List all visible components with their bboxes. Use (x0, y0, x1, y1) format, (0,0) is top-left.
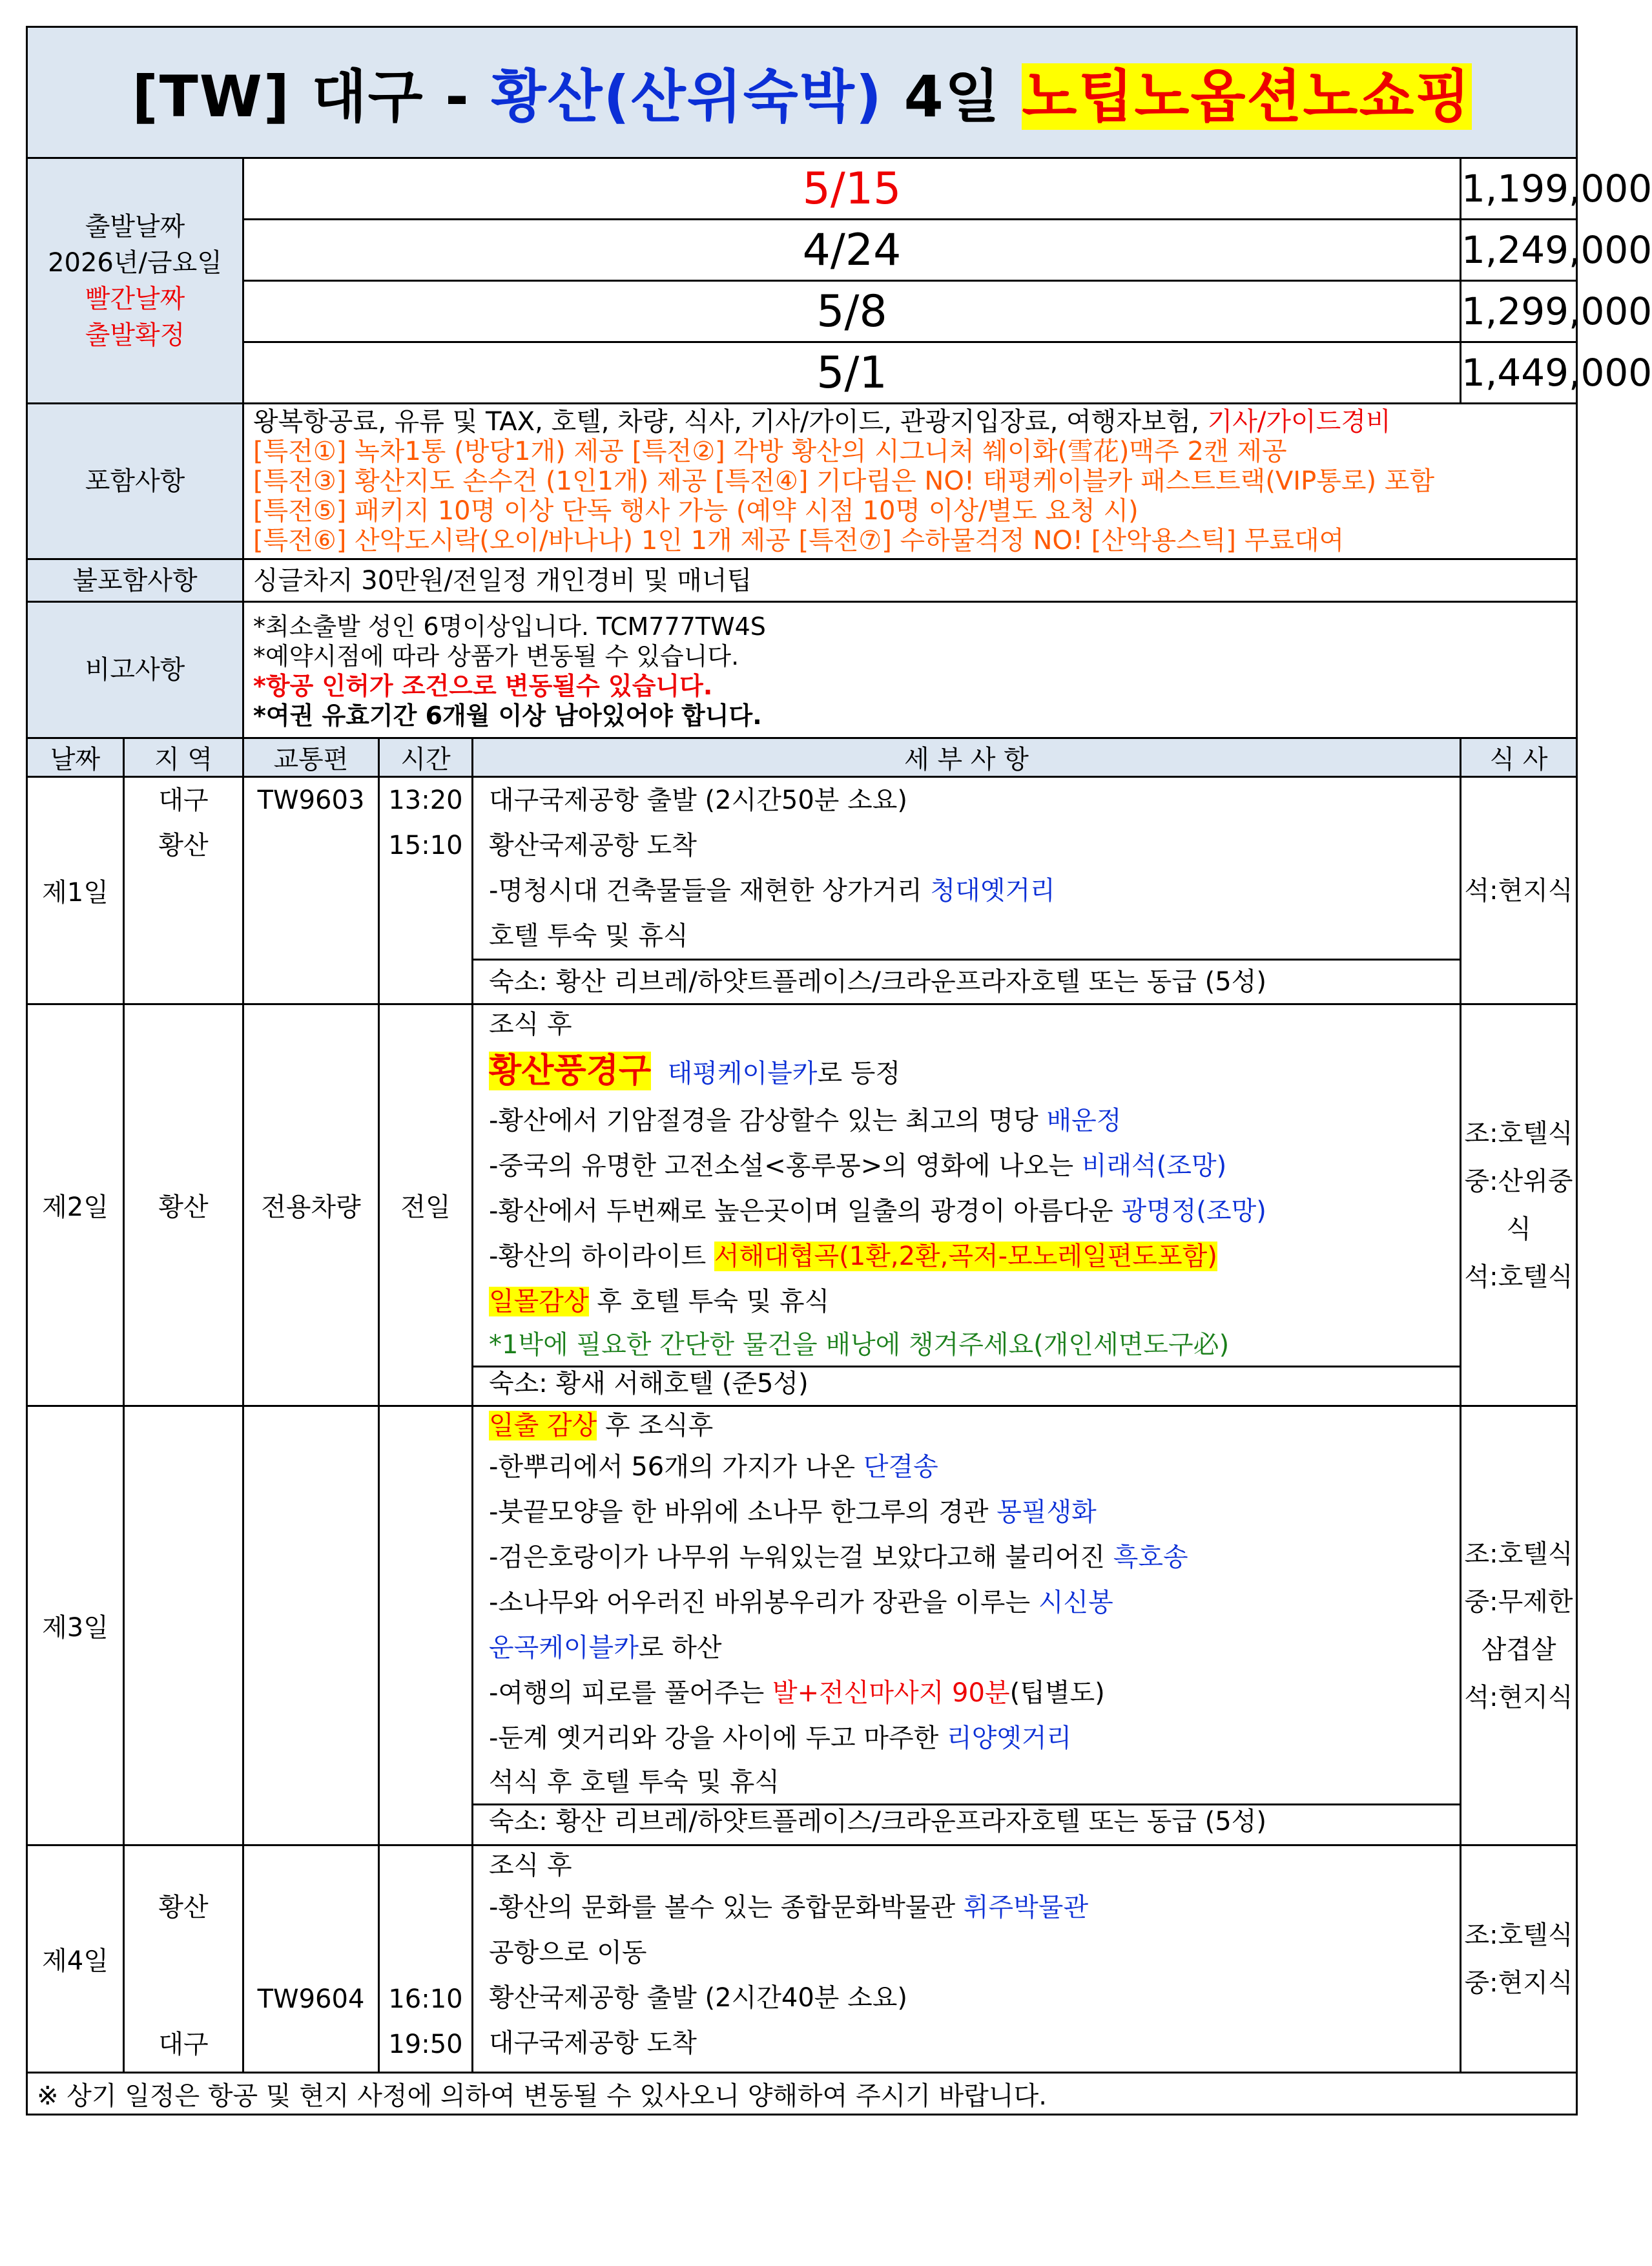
excluded-content: 싱글차지 30만원/전일정 개인경비 및 매너팁 (243, 559, 1577, 602)
day-details (473, 1004, 1461, 1406)
note-line: *여권 유효기간 6개월 이상 남아있어야 합니다. (253, 702, 762, 730)
hotel-line: 숙소: 황새 서해호텔 (준5성) (473, 1366, 1460, 1400)
detail-line: 황산국제공항 출발 (2시간40분 소요) (489, 1983, 908, 2013)
meal-text: 조:호텔식 (1464, 1118, 1573, 1149)
detail-highlight: 발+전신마사지 90분 (772, 1678, 1010, 1708)
detail-highlight: 몽필생화 (996, 1497, 1097, 1527)
day-label: 제1일 (27, 777, 124, 1004)
included-perk: [특전⑥] 산악도시락(오이/바나나) 1인 1개 제공 [특전⑦] 수하물걱정 NO! [산악용스틱] 무료대여 (253, 526, 1345, 556)
departure-price: 1,249,000 (1461, 220, 1577, 281)
detail-line: (팁별도) (1009, 1678, 1105, 1708)
departure-label-1: 출발날짜 (85, 211, 185, 242)
day-region (124, 777, 243, 1004)
detail-highlight: 흑호송 (1113, 1543, 1188, 1572)
detail-line: -여행의 피로를 풀어주는 (489, 1678, 772, 1708)
day-time (379, 1845, 473, 2073)
detail-line: 대구국제공항 출발 (2시간50분 소요) (489, 785, 908, 815)
departure-date: 5/8 (243, 281, 1461, 342)
detail-line: -황산에서 기암절경을 감상할수 있는 최고의 명당 (489, 1106, 1047, 1136)
departure-label-3: 빨간날짜 (85, 284, 185, 314)
detail-line: -소나무와 어우러진 바위봉우리가 장관을 이루는 (489, 1588, 1038, 1617)
flight-number: TW9603 (257, 785, 365, 815)
col-details: 세 부 사 항 (473, 738, 1461, 777)
flight-number: TW9604 (257, 1984, 365, 2014)
included-line: 왕복항공료, 유류 및 TAX, 호텔, 차량, 식사, 기사/가이드, 관광지입장료, 여행자보험, (253, 407, 1208, 437)
detail-line: -둔계 옛거리와 강을 사이에 두고 마주한 (489, 1723, 947, 1753)
included-line-highlight: 기사/가이드경비 (1207, 407, 1391, 437)
footer-notice: ※ 상기 일정은 항공 및 현지 사정에 의하여 변동될 수 있사오니 양해하여 주시기 바랍니다. (27, 2073, 1577, 2115)
departure-price: 1,299,000 (1461, 281, 1577, 342)
day-label: 제4일 (27, 1845, 124, 2073)
meal-text: 조:호텔식 (1464, 1920, 1573, 1950)
detail-highlight: 일출 감상 (489, 1411, 597, 1440)
day-label: 제2일 (27, 1004, 124, 1406)
day-meal (1461, 1004, 1577, 1406)
note-line: *예약시점에 따라 상품가 변동될 수 있습니다. (253, 642, 739, 670)
included-label: 포함사항 (27, 404, 243, 559)
detail-line: -검은호랑이가 나무위 누워있는걸 보았다고해 불리어진 (489, 1543, 1113, 1572)
day-details (473, 1406, 1461, 1845)
detail-line: -황산의 하이라이트 (489, 1242, 714, 1271)
notes-content (243, 602, 1577, 738)
detail-highlight: 리양옛거리 (946, 1723, 1072, 1753)
included-content (243, 404, 1577, 559)
departure-price: 1,199,000 (1461, 158, 1577, 220)
region-text: 대구 (158, 785, 209, 815)
itinerary-table (26, 26, 1652, 2115)
day-details (473, 1845, 1461, 2073)
col-transport: 교통편 (243, 738, 379, 777)
detail-highlight: 일몰감상 (489, 1287, 589, 1316)
col-meal: 식 사 (1461, 738, 1577, 777)
meal-text: 석:호텔식 (1464, 1262, 1573, 1292)
excluded-label: 불포함사항 (27, 559, 243, 602)
included-perk: [특전①] 녹차1통 (방당1개) 제공 [특전②] 각방 황산의 시그니처 쒜이화(雪花)맥주 2캔 제공 (253, 437, 1287, 466)
detail-line: 후 조식후 (597, 1411, 714, 1440)
meal-text: 삼겹살 (1481, 1634, 1556, 1665)
title-duration: 4일 (882, 63, 1022, 130)
detail-highlight: 비래석(조망) (1081, 1151, 1227, 1181)
detail-highlight: 서해대협곡(1환,2환,곡저-모노레일편도포함) (714, 1242, 1217, 1271)
detail-line: 공항으로 이동 (489, 1938, 647, 1968)
time-text: 19:50 (388, 2030, 463, 2059)
detail-line: 황산국제공항 도착 (489, 831, 697, 860)
title-prefix: [TW] 대구 - (132, 63, 491, 130)
departure-date: 5/1 (243, 342, 1461, 404)
title-destination: 황산(산위숙박) (491, 63, 883, 130)
detail-highlight: 운곡케이블카 (489, 1633, 639, 1663)
hotel-line: 숙소: 황산 리브레/하얏트플레이스/크라운프라자호텔 또는 동급 (5성) (473, 959, 1460, 1003)
col-day: 날짜 (27, 738, 124, 777)
note-line-warning: *항공 인허가 조건으로 변동될수 있습니다. (253, 672, 713, 700)
note-line: *최소출발 성인 6명이상입니다. TCM777TW4S (253, 612, 766, 641)
detail-line: 로 등정 (817, 1059, 901, 1088)
hotel-line: 숙소: 황산 리브레/하얏트플레이스/크라운프라자호텔 또는 동급 (5성) (473, 1803, 1460, 1838)
detail-line: 후 호텔 투숙 및 휴식 (588, 1287, 830, 1316)
day-meal (1461, 777, 1577, 1004)
detail-line: -중국의 유명한 고전소설<홍루몽>의 영화에 나오는 (489, 1151, 1082, 1181)
day-time: 전일 (379, 1004, 473, 1406)
day-region (124, 1845, 243, 2073)
meal-text: 석:현지식 (1464, 875, 1573, 906)
detail-line: 조식 후 (489, 1851, 572, 1880)
detail-highlight: 배운정 (1046, 1106, 1122, 1136)
day-region (124, 1406, 243, 1845)
departure-label (27, 158, 243, 404)
detail-line: -붓끝모양을 한 바위에 소나무 한그루의 경관 (489, 1497, 997, 1527)
region-text: 황산 (158, 831, 209, 860)
detail-line: 호텔 투숙 및 휴식 (489, 921, 688, 951)
day-transport (243, 1406, 379, 1845)
itinerary-sheet (26, 26, 1652, 2115)
region-text: 대구 (158, 2030, 209, 2059)
detail-highlight: 단결송 (863, 1452, 938, 1482)
meal-text: 중:무제한 (1464, 1586, 1573, 1617)
detail-line: -황산의 문화를 볼수 있는 종합문화박물관 (489, 1893, 964, 1922)
day-time (379, 1406, 473, 1845)
notes-label: 비고사항 (27, 602, 243, 738)
day-transport (243, 1845, 379, 2073)
detail-highlight: 황산풍경구 (489, 1052, 652, 1090)
detail-line: 석식 후 호텔 투숙 및 휴식 (489, 1767, 780, 1797)
departure-label-4: 출발확정 (85, 320, 185, 350)
detail-tip: *1박에 필요한 간단한 물건을 배낭에 챙겨주세요(개인세면도구必) (489, 1330, 1230, 1360)
col-region: 지 역 (124, 738, 243, 777)
detail-line: 로 하산 (638, 1633, 722, 1663)
departure-date: 4/24 (243, 220, 1461, 281)
day-region: 황산 (124, 1004, 243, 1406)
time-text: 16:10 (388, 1984, 463, 2014)
detail-highlight: 시신봉 (1038, 1588, 1113, 1617)
detail-line: -명청시대 건축물들을 재현한 상가거리 (489, 876, 931, 906)
detail-line: -한뿌리에서 56개의 가지가 나온 (489, 1452, 863, 1482)
day-details (473, 777, 1461, 1004)
region-text: 황산 (158, 1893, 209, 1922)
meal-text: 조:호텔식 (1464, 1539, 1573, 1569)
detail-highlight: 태평케이블카 (667, 1059, 818, 1088)
col-time: 시간 (379, 738, 473, 777)
day-transport: 전용차량 (243, 1004, 379, 1406)
meal-text: 석:현지식 (1464, 1682, 1573, 1712)
included-perk: [특전⑤] 패키지 10명 이상 단독 행사 가능 (예약 시점 10명 이상/별도 요청 시) (253, 496, 1139, 526)
title-tag: 노팁노옵션노쇼핑 (1022, 63, 1472, 130)
day-meal (1461, 1845, 1577, 2073)
day-transport (243, 777, 379, 1004)
departure-label-2: 2026년/금요일 (48, 247, 222, 278)
detail-highlight: 청대옛거리 (930, 876, 1055, 906)
detail-highlight: 휘주박물관 (963, 1893, 1089, 1922)
day-label: 제3일 (27, 1406, 124, 1845)
meal-text: 중:현지식 (1464, 1968, 1573, 1998)
detail-line: 대구국제공항 도착 (489, 2028, 697, 2058)
detail-line: -황산에서 두번째로 높은곳이며 일출의 광경이 아름다운 (489, 1196, 1122, 1226)
page-title (27, 27, 1577, 158)
day-time (379, 777, 473, 1004)
time-text: 15:10 (388, 831, 463, 860)
time-text: 13:20 (388, 785, 463, 815)
detail-line: 조식 후 (489, 1010, 572, 1039)
detail-highlight: 광명정(조망) (1121, 1196, 1266, 1226)
departure-date: 5/15 (243, 158, 1461, 220)
departure-price: 1,449,000 (1461, 342, 1577, 404)
day-meal (1461, 1406, 1577, 1845)
meal-text: 중:산위중식 (1464, 1166, 1573, 1244)
included-perk: [특전③] 황산지도 손수건 (1인1개) 제공 [특전④] 기다림은 NO! 태평케이블카 패스트트랙(VIP통로) 포함 (253, 466, 1435, 496)
